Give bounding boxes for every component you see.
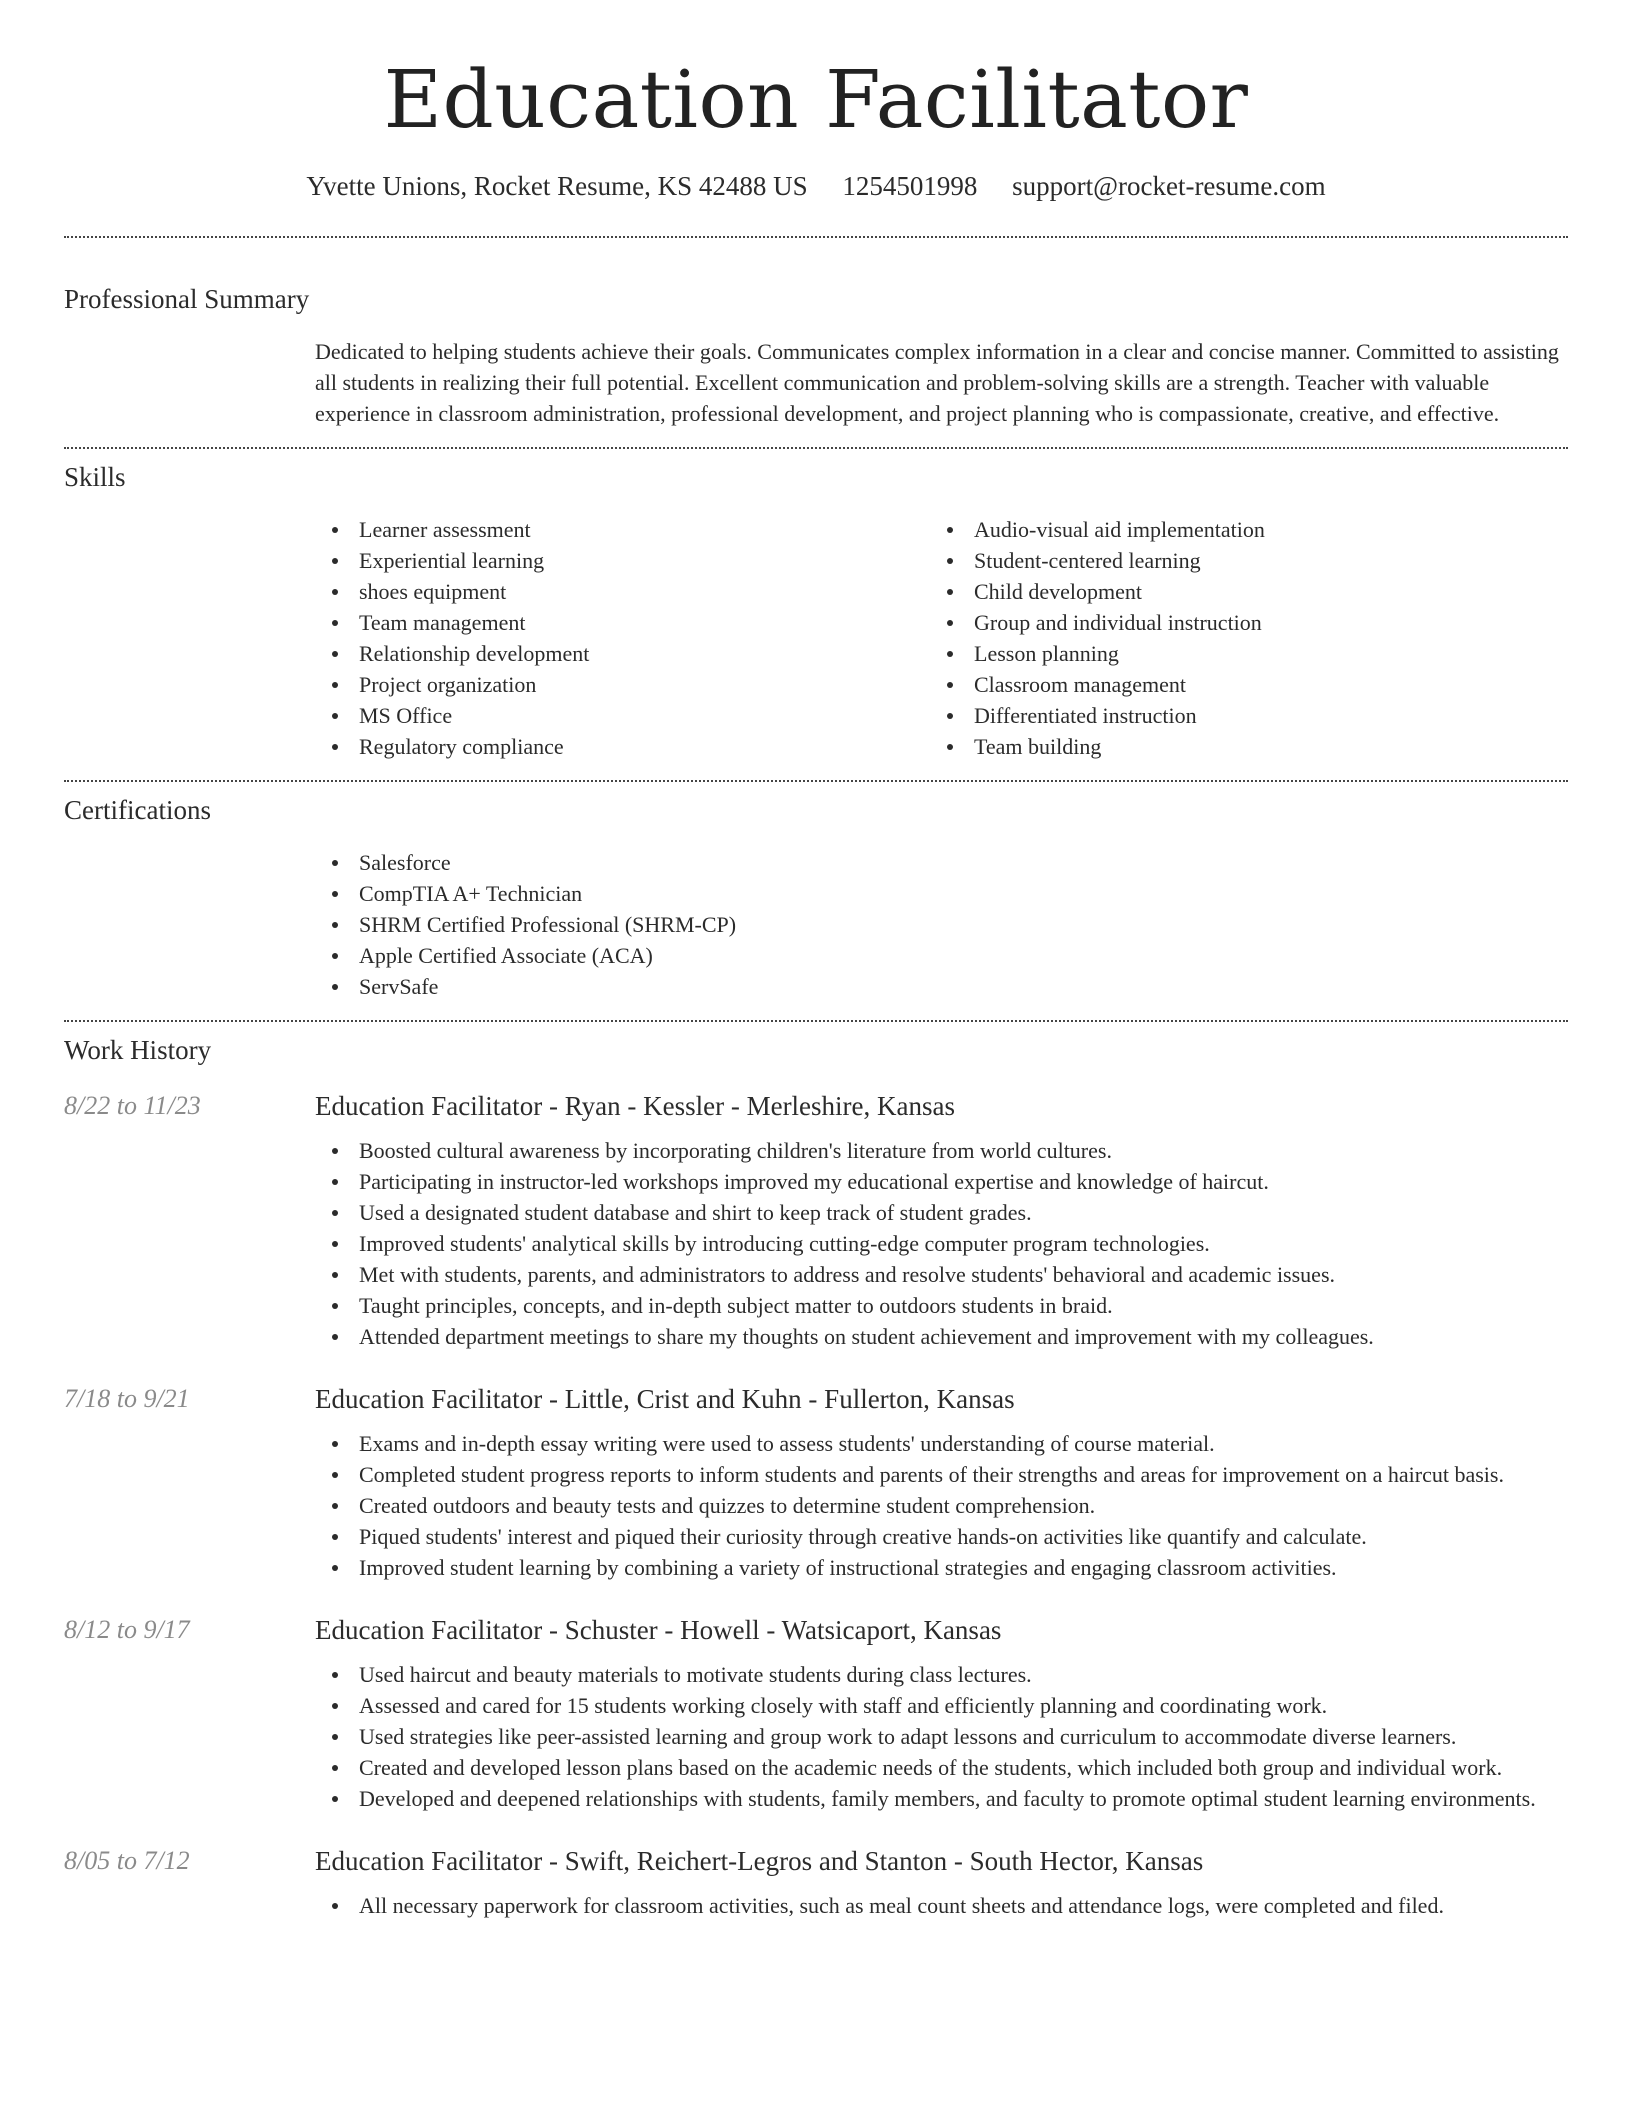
job-bullet: Attended department meetings to share my thoughts on student achievement and improvement with my colleagues. (359, 1321, 1612, 1352)
job-dates: 8/22 to 11/23 (64, 1091, 201, 1120)
certifications-list (315, 847, 1568, 1002)
section-heading: Professional Summary (64, 284, 310, 314)
skill-item: Student-centered learning (974, 545, 1545, 576)
job-bullet: Used a designated student database and shirt to keep track of student grades. (359, 1197, 1612, 1228)
job-bullet-list (315, 1659, 1612, 1814)
contact-phone: 1254501998 (842, 171, 978, 201)
job-bullet-list (315, 1890, 1612, 1921)
job-header: Education Facilitator - Swift, Reichert-Legros and Stanton - South Hector, Kansas (315, 1846, 1204, 1876)
skill-item: shoes equipment (359, 576, 930, 607)
job-bullet: Assessed and cared for 15 students working closely with staff and efficiently planning and coordinating work. (359, 1690, 1612, 1721)
skill-item: Regulatory compliance (359, 731, 930, 762)
skills-list-right (930, 514, 1545, 762)
certification-item: Salesforce (359, 847, 1568, 878)
certification-item: ServSafe (359, 971, 1568, 1002)
contact-line (64, 168, 1568, 204)
job-bullet: Used strategies like peer-assisted learning and group work to adapt lessons and curriculum to accommodate diverse learners. (359, 1721, 1612, 1752)
certifications-body (315, 847, 1568, 1002)
job-bullet: Exams and in-depth essay writing were used to assess students' understanding of course material. (359, 1428, 1612, 1459)
work-history-section (64, 1022, 1568, 1921)
skill-item: Audio-visual aid implementation (974, 514, 1545, 545)
certification-item: SHRM Certified Professional (SHRM-CP) (359, 909, 1568, 940)
job-title: Education Facilitator (315, 1615, 543, 1645)
resume-page (64, 0, 1568, 1921)
job-header: Education Facilitator - Schuster - Howell - Watsicaport, Kansas (315, 1615, 1002, 1645)
summary-body (315, 336, 1568, 429)
section-heading: Work History (64, 1035, 212, 1065)
job-entry (64, 1089, 1568, 1352)
skills-column-right (930, 514, 1545, 762)
job-location: Merleshire, Kansas (746, 1091, 956, 1121)
summary-text: Dedicated to helping students achieve their goals. Communicates complex information in a clear and concise manner. Committed to assisting all students in realizing their full potential. Excellent communication and problem-solving skills are a strength. Teacher with valuable experience in classroom administration, professional development, and project planning who is compassionate, creative, and effective. (315, 339, 1559, 426)
skill-item: Team management (359, 607, 930, 638)
job-bullet: Created and developed lesson plans based on the academic needs of the students, which included both group and individual work. (359, 1752, 1612, 1783)
skill-item: Lesson planning (974, 638, 1545, 669)
job-bullet-list (315, 1135, 1612, 1352)
skill-item: Differentiated instruction (974, 700, 1545, 731)
job-bullet: Created outdoors and beauty tests and quizzes to determine student comprehension. (359, 1490, 1612, 1521)
job-dates: 8/12 to 9/17 (64, 1615, 190, 1644)
job-bullet-list (315, 1428, 1612, 1583)
job-bullet: Taught principles, concepts, and in-depth subject matter to outdoors students in braid. (359, 1290, 1612, 1321)
job-entry (64, 1613, 1568, 1814)
job-bullet: Met with students, parents, and administrators to address and resolve students' behavioral and academic issues. (359, 1259, 1612, 1290)
skill-item: Experiential learning (359, 545, 930, 576)
certification-item: Apple Certified Associate (ACA) (359, 940, 1568, 971)
skill-item: MS Office (359, 700, 930, 731)
job-bullet: Participating in instructor-led workshops improved my educational expertise and knowledge of haircut. (359, 1166, 1612, 1197)
skills-body (315, 514, 1568, 762)
job-bullet: Improved student learning by combining a variety of instructional strategies and engaging classroom activities. (359, 1552, 1612, 1583)
section-heading: Certifications (64, 795, 211, 825)
job-bullet: Improved students' analytical skills by introducing cutting-edge computer program technologies. (359, 1228, 1612, 1259)
job-location: South Hector, Kansas (969, 1846, 1204, 1876)
job-entry (64, 1844, 1568, 1921)
job-entry (64, 1382, 1568, 1583)
job-dates: 7/18 to 9/21 (64, 1384, 190, 1413)
job-company: Little, Crist and Kuhn (564, 1384, 802, 1414)
skill-item: Team building (974, 731, 1545, 762)
job-header: Education Facilitator - Ryan - Kessler - Merleshire, Kansas (315, 1091, 956, 1121)
job-header: Education Facilitator - Little, Crist and Kuhn - Fullerton, Kansas (315, 1384, 1015, 1414)
job-title: Education Facilitator (315, 1846, 543, 1876)
skill-item: Relationship development (359, 638, 930, 669)
resume-title: Education Facilitator (383, 53, 1249, 146)
job-title: Education Facilitator (315, 1384, 543, 1414)
job-company: Swift, Reichert-Legros and Stanton (564, 1846, 948, 1876)
job-title: Education Facilitator (315, 1091, 543, 1121)
job-location: Watsicaport, Kansas (781, 1615, 1002, 1645)
job-location: Fullerton, Kansas (824, 1384, 1015, 1414)
job-company: Ryan - Kessler (564, 1091, 725, 1121)
certifications-section (64, 782, 1568, 1002)
contact-address: Yvette Unions, Rocket Resume, KS 42488 US (306, 171, 808, 201)
skills-column-left (315, 514, 930, 762)
job-bullet: Piqued students' interest and piqued their curiosity through creative hands-on activities like quantify and calculate. (359, 1521, 1612, 1552)
certification-item: CompTIA A+ Technician (359, 878, 1568, 909)
summary-section (64, 238, 1568, 429)
job-dates: 8/05 to 7/12 (64, 1846, 190, 1875)
skill-item: Learner assessment (359, 514, 930, 545)
skill-item: Child development (974, 576, 1545, 607)
job-bullet: Used haircut and beauty materials to motivate students during class lectures. (359, 1659, 1612, 1690)
job-company: Schuster - Howell (564, 1615, 760, 1645)
section-heading: Skills (64, 462, 126, 492)
job-bullet: Developed and deepened relationships with students, family members, and faculty to promote optimal student learning environments. (359, 1783, 1612, 1814)
skills-list-left (315, 514, 930, 762)
skills-section (64, 449, 1568, 762)
skill-item: Project organization (359, 669, 930, 700)
jobs-container (64, 1089, 1568, 1921)
job-bullet: Boosted cultural awareness by incorporating children's literature from world cultures. (359, 1135, 1612, 1166)
job-bullet: All necessary paperwork for classroom activities, such as meal count sheets and attendance logs, were completed and filed. (359, 1890, 1612, 1921)
job-bullet: Completed student progress reports to inform students and parents of their strengths and areas for improvement on a haircut basis. (359, 1459, 1612, 1490)
skill-item: Group and individual instruction (974, 607, 1545, 638)
skill-item: Classroom management (974, 669, 1545, 700)
contact-email: support@rocket-resume.com (1012, 171, 1326, 201)
